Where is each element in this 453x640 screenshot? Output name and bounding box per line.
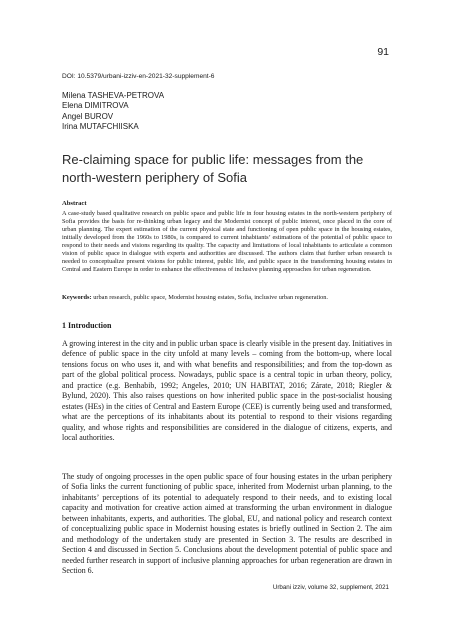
doi-line[interactable]: DOI: 10.5379/urbani-izziv-en-2021-32-supplement-6 (62, 73, 215, 80)
article-title: Re-claiming space for public life: messages from the north-western periphery of Sofia (62, 152, 364, 185)
author-name: Angel BUROV (62, 111, 114, 121)
journal-footer: Urbani izziv, volume 32, supplement, 2021 (272, 584, 389, 591)
body-paragraph: The study of ongoing processes in the open public space of four housing estates in the urban periphery of Sofia links the current functioning of public space, inherited from Modernist urban planning, to the inhabitants’ perceptions of its potential to adequately respond to their needs, and to existing local capacity and motivation for creative action aimed at transforming the urban environment in dialogue between inhabitants, experts, and authorities. The global, EU, and national policy and research context of conceptualizing public space in Modernist housing estates is briefly outlined in Section 2. The aim and methodology of the undertaken study are presented in Section 3. The results are described in Section 4 and discussed in Section 5. Conclusions about the development potential of public space and needed further research in support of inclusive planning approaches for urban regeneration are drawn in Section 6. (62, 472, 392, 576)
author-list (62, 91, 164, 132)
section-heading: 1 Introduction (62, 321, 112, 330)
keywords (62, 294, 392, 302)
page-number: 91 (377, 46, 389, 58)
abstract-text: A case-study based qualitative research on public space and public life in four housing estates in the north-western periphery of Sofia provides the basis for re-thinking urban legacy and the Modernist concept of public interest, once placed in the core of urban planning. The expert estimation of the current physical state and functioning of open public space in the housing estates, initially developed from the 1960s to 1980s, is compared to current inhabitants’ estimations of the potential of public space to respond to their needs and visions regarding its quality. The capacity and limitations of local inhabitants to articulate a common vision of public space in dialogue with experts and authorities are discussed. The authors claim that further urban research is needed to conceptualize present visions for public interest, public life, and public space in the transforming housing estates in Central and Eastern Europe in order to enhance the effectiveness of inclusive planning approaches for urban regeneration. (62, 210, 392, 274)
author-name: Irina MUTAFCHIISKA (62, 121, 139, 131)
body-paragraph: A growing interest in the city and in public urban space is clearly visible in the present day. Initiatives in defence of public space in the city unfold at many levels – coming from the bottom-up, where local tensions focus on who uses it, and with what benefits and responsibilities; and from the top-down as part of the global political process. Nowadays, public space is a central topic in urban theory, policy, and practice (e.g. Benhabib, 1992; Angeles, 2010; UN HABITAT, 2016; Zárate, 2018; Riegler & Bylund, 2020). This also raises questions on how inherited public space in the post-socialist housing estates (HEs) in the cities of Central and Eastern Europe (CEE) is currently being used and transformed, what are the perceptions of its inhabitants about its potential to respond to their visions regarding quality, and whose rights and responsibilities are considered in the dialogue of citizens, experts, and local authorities. (62, 339, 392, 443)
abstract-heading: Abstract (62, 200, 87, 207)
author-name: Elena DIMITROVA (62, 101, 129, 111)
author-name: Milena TASHEVA-PETROVA (62, 91, 165, 100)
keywords-label: Keywords: (62, 294, 92, 301)
keywords-text: urban research, public space, Modernist housing estates, Sofia, inclusive urban regeneration. (91, 294, 329, 301)
